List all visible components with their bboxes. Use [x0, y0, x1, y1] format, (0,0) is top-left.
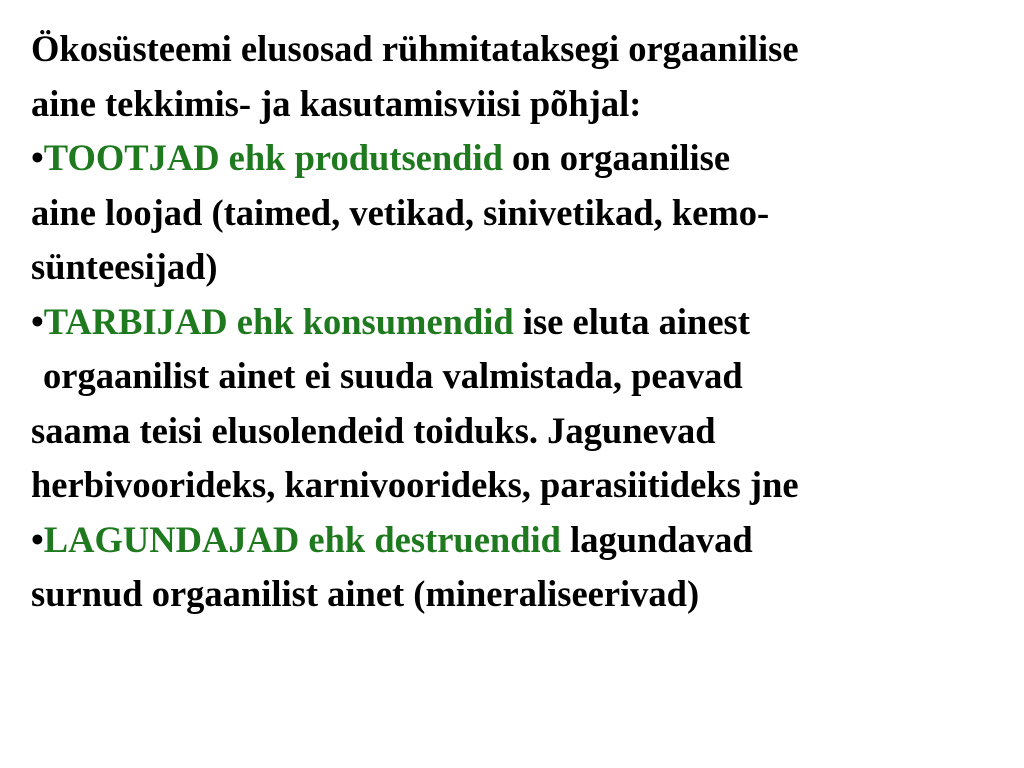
producers-line-3: sünteesijad): [31, 246, 218, 287]
consumers-bullet-line: [31, 295, 1011, 350]
decomposers-line-2: surnud orgaanilist ainet (mineraliseerivad): [31, 573, 700, 614]
intro-line-2: aine tekkimis- ja kasutamisviisi põhjal:: [31, 82, 642, 124]
consumers-line-2: orgaanilist ainet ei suuda valmistada, peavad: [43, 355, 743, 396]
slide-text: [31, 22, 1011, 622]
bullet-marker: •: [31, 137, 44, 178]
decomposers-text: lagundavad: [560, 518, 753, 560]
producers-text: on orgaanilise: [502, 137, 731, 178]
producers-term: TOOTJAD ehk produtsendid: [43, 137, 503, 178]
consumers-line-4: herbivoorideks, karnivoorideks, parasiitideks jne: [31, 464, 799, 505]
consumers-line-3: saama teisi elusolendeid toiduks. Jagunevad: [31, 409, 716, 451]
decomposers-term: LAGUNDAJAD ehk destruendid: [43, 518, 561, 560]
producers-line-2: aine loojad (taimed, vetikad, sinivetikad, kemo-: [31, 191, 770, 233]
consumers-term: TARBIJAD ehk konsumendid: [43, 300, 514, 342]
decomposers-bullet-line: [31, 513, 1011, 568]
intro-line-1: Ökosüsteemi elusosad rühmitataksegi orgaanilise: [31, 28, 799, 69]
bullet-marker: •: [31, 518, 44, 560]
producers-bullet-line: [31, 131, 1011, 186]
bullet-marker: •: [31, 300, 44, 342]
consumers-text: ise eluta ainest: [513, 300, 750, 342]
